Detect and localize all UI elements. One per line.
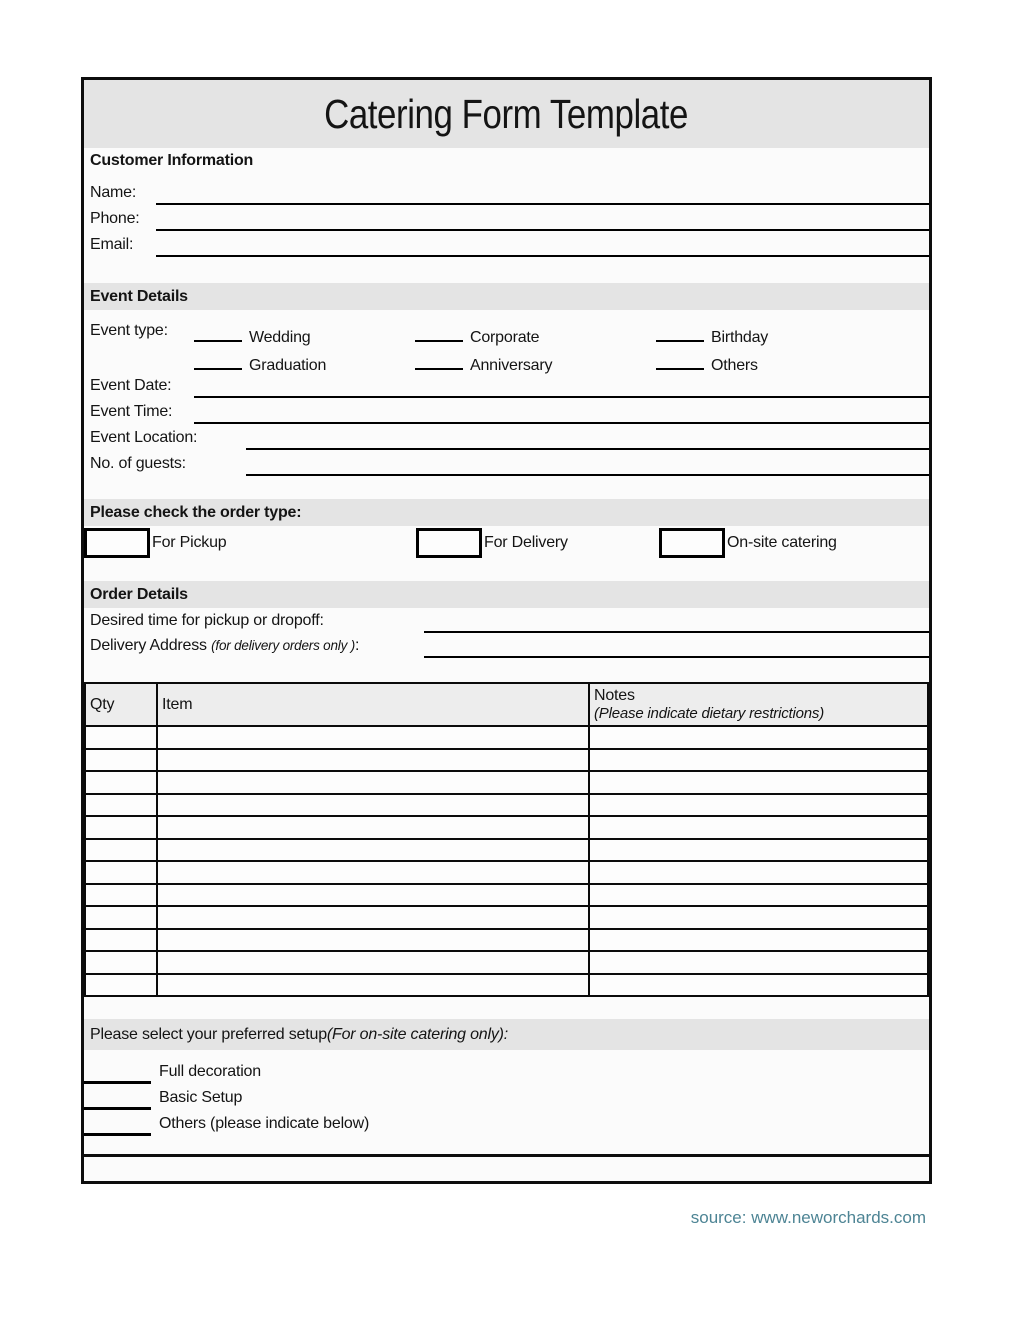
table-row bbox=[85, 951, 928, 974]
page-title: Catering Form Template bbox=[324, 90, 689, 137]
notes-cell[interactable] bbox=[589, 816, 928, 839]
item-cell[interactable] bbox=[157, 884, 589, 907]
notes-cell[interactable] bbox=[589, 861, 928, 884]
delivery-label: For Delivery bbox=[484, 534, 568, 551]
item-cell[interactable] bbox=[157, 974, 589, 997]
item-cell[interactable] bbox=[157, 929, 589, 952]
notes-cell[interactable] bbox=[589, 929, 928, 952]
spacer bbox=[84, 658, 929, 682]
items-table-body bbox=[85, 726, 928, 996]
event-type-graduation bbox=[194, 350, 327, 374]
event-date-row bbox=[84, 372, 929, 398]
event-date-input-line[interactable] bbox=[194, 372, 929, 398]
qty-cell[interactable] bbox=[85, 794, 157, 817]
email-row bbox=[84, 231, 929, 257]
table-row bbox=[85, 974, 928, 997]
event-location-input-line[interactable] bbox=[246, 424, 929, 450]
others-label: Others bbox=[711, 357, 758, 374]
graduation-blank-line[interactable] bbox=[194, 350, 242, 370]
qty-cell[interactable] bbox=[85, 726, 157, 749]
name-label: Name: bbox=[90, 184, 137, 201]
item-cell[interactable] bbox=[157, 816, 589, 839]
setup-others-label: Others (please indicate below) bbox=[159, 1115, 370, 1132]
corporate-label: Corporate bbox=[470, 329, 540, 346]
item-cell[interactable] bbox=[157, 771, 589, 794]
item-cell[interactable] bbox=[157, 726, 589, 749]
phone-label: Phone: bbox=[90, 210, 140, 227]
event-type-corporate bbox=[415, 322, 540, 346]
onsite-checkbox[interactable] bbox=[659, 528, 725, 558]
setup-option-basic bbox=[84, 1084, 929, 1110]
items-table bbox=[84, 682, 929, 997]
pickup-option bbox=[84, 528, 226, 558]
table-row bbox=[85, 749, 928, 772]
delivery-address-row bbox=[84, 633, 929, 658]
qty-cell[interactable] bbox=[85, 974, 157, 997]
notes-cell[interactable] bbox=[589, 906, 928, 929]
table-row bbox=[85, 884, 928, 907]
notes-cell[interactable] bbox=[589, 749, 928, 772]
item-column-header: Item bbox=[157, 683, 589, 726]
notes-cell[interactable] bbox=[589, 884, 928, 907]
qty-cell[interactable] bbox=[85, 816, 157, 839]
table-row bbox=[85, 794, 928, 817]
qty-cell[interactable] bbox=[85, 906, 157, 929]
wedding-label: Wedding bbox=[249, 329, 311, 346]
table-row bbox=[85, 816, 928, 839]
event-type-anniversary bbox=[415, 350, 553, 374]
graduation-label: Graduation bbox=[249, 357, 327, 374]
event-date-label: Event Date: bbox=[90, 377, 172, 394]
notes-cell[interactable] bbox=[589, 839, 928, 862]
guests-label: No. of guests: bbox=[90, 455, 186, 472]
onsite-label: On-site catering bbox=[727, 534, 837, 551]
table-row bbox=[85, 839, 928, 862]
item-cell[interactable] bbox=[157, 906, 589, 929]
qty-cell[interactable] bbox=[85, 861, 157, 884]
delivery-option bbox=[416, 528, 568, 558]
corporate-blank-line[interactable] bbox=[415, 322, 463, 342]
pickup-label: For Pickup bbox=[152, 534, 227, 551]
event-type-wedding bbox=[194, 322, 311, 346]
order-details-heading: Order Details bbox=[84, 581, 929, 608]
guests-row bbox=[84, 450, 929, 476]
event-type-others bbox=[656, 350, 758, 374]
notes-cell[interactable] bbox=[589, 726, 928, 749]
name-row bbox=[84, 179, 929, 205]
table-row bbox=[85, 771, 928, 794]
anniversary-label: Anniversary bbox=[470, 357, 553, 374]
phone-input-line[interactable] bbox=[156, 205, 929, 231]
qty-cell[interactable] bbox=[85, 951, 157, 974]
notes-column-header: Notes (Please indicate dietary restrictions) bbox=[589, 683, 928, 726]
wedding-blank-line[interactable] bbox=[194, 322, 242, 342]
item-cell[interactable] bbox=[157, 839, 589, 862]
email-input-line[interactable] bbox=[156, 231, 929, 257]
table-row bbox=[85, 929, 928, 952]
event-location-label: Event Location: bbox=[90, 429, 198, 446]
qty-cell[interactable] bbox=[85, 929, 157, 952]
notes-cell[interactable] bbox=[589, 974, 928, 997]
event-location-row bbox=[84, 424, 929, 450]
phone-row bbox=[84, 205, 929, 231]
pickup-checkbox[interactable] bbox=[84, 528, 150, 558]
table-row bbox=[85, 861, 928, 884]
qty-cell[interactable] bbox=[85, 771, 157, 794]
customer-information-heading: Customer Information bbox=[84, 152, 929, 179]
qty-column-header: Qty bbox=[85, 683, 157, 726]
guests-input-line[interactable] bbox=[246, 450, 929, 476]
setup-option-full bbox=[84, 1058, 929, 1084]
item-cell[interactable] bbox=[157, 861, 589, 884]
birthday-blank-line[interactable] bbox=[656, 322, 704, 342]
notes-cell[interactable] bbox=[589, 951, 928, 974]
event-details-heading: Event Details bbox=[84, 283, 929, 310]
spacer bbox=[84, 257, 929, 283]
event-time-input-line[interactable] bbox=[194, 398, 929, 424]
delivery-address-label: Delivery Address (for delivery orders only ): bbox=[90, 637, 360, 654]
catering-form bbox=[81, 77, 932, 1184]
birthday-label: Birthday bbox=[711, 329, 769, 346]
table-row bbox=[85, 906, 928, 929]
event-time-label: Event Time: bbox=[90, 403, 173, 420]
setup-others-blank-line[interactable] bbox=[84, 1133, 151, 1136]
spacer bbox=[84, 997, 929, 1019]
delivery-checkbox[interactable] bbox=[416, 528, 482, 558]
table-row bbox=[85, 726, 928, 749]
event-type-label: Event type: bbox=[90, 322, 168, 339]
item-cell[interactable] bbox=[157, 749, 589, 772]
onsite-option bbox=[659, 528, 837, 558]
source-link[interactable]: source: www.neworchards.com bbox=[690, 1208, 926, 1227]
email-label: Email: bbox=[90, 236, 134, 253]
spacer bbox=[84, 476, 929, 499]
event-type-row-2 bbox=[84, 344, 929, 372]
event-type-birthday bbox=[656, 322, 769, 346]
delivery-address-input-line[interactable] bbox=[424, 633, 929, 658]
name-input-line[interactable] bbox=[156, 179, 929, 205]
item-cell[interactable] bbox=[157, 794, 589, 817]
full-decoration-label: Full decoration bbox=[159, 1063, 261, 1080]
desired-time-label: Desired time for pickup or dropoff: bbox=[90, 612, 324, 629]
event-time-row bbox=[84, 398, 929, 424]
others-blank-line[interactable] bbox=[656, 350, 704, 370]
setup-option-others bbox=[84, 1110, 929, 1136]
notes-cell[interactable] bbox=[589, 771, 928, 794]
basic-setup-label: Basic Setup bbox=[159, 1089, 243, 1106]
items-table-header-row bbox=[85, 683, 928, 726]
desired-time-input-line[interactable] bbox=[424, 608, 929, 633]
setup-heading: Please select your preferred setup (For on-site catering only): bbox=[84, 1019, 929, 1050]
anniversary-blank-line[interactable] bbox=[415, 350, 463, 370]
desired-time-row bbox=[84, 608, 929, 633]
qty-cell[interactable] bbox=[85, 749, 157, 772]
notes-cell[interactable] bbox=[589, 794, 928, 817]
other-setup-write-in-area[interactable] bbox=[84, 1157, 929, 1181]
qty-cell[interactable] bbox=[85, 884, 157, 907]
spacer bbox=[84, 558, 929, 581]
event-type-row-1 bbox=[84, 316, 929, 344]
title-band bbox=[84, 80, 929, 148]
item-cell[interactable] bbox=[157, 951, 589, 974]
qty-cell[interactable] bbox=[85, 839, 157, 862]
order-type-options-row bbox=[84, 528, 929, 558]
order-type-heading: Please check the order type: bbox=[84, 499, 929, 526]
